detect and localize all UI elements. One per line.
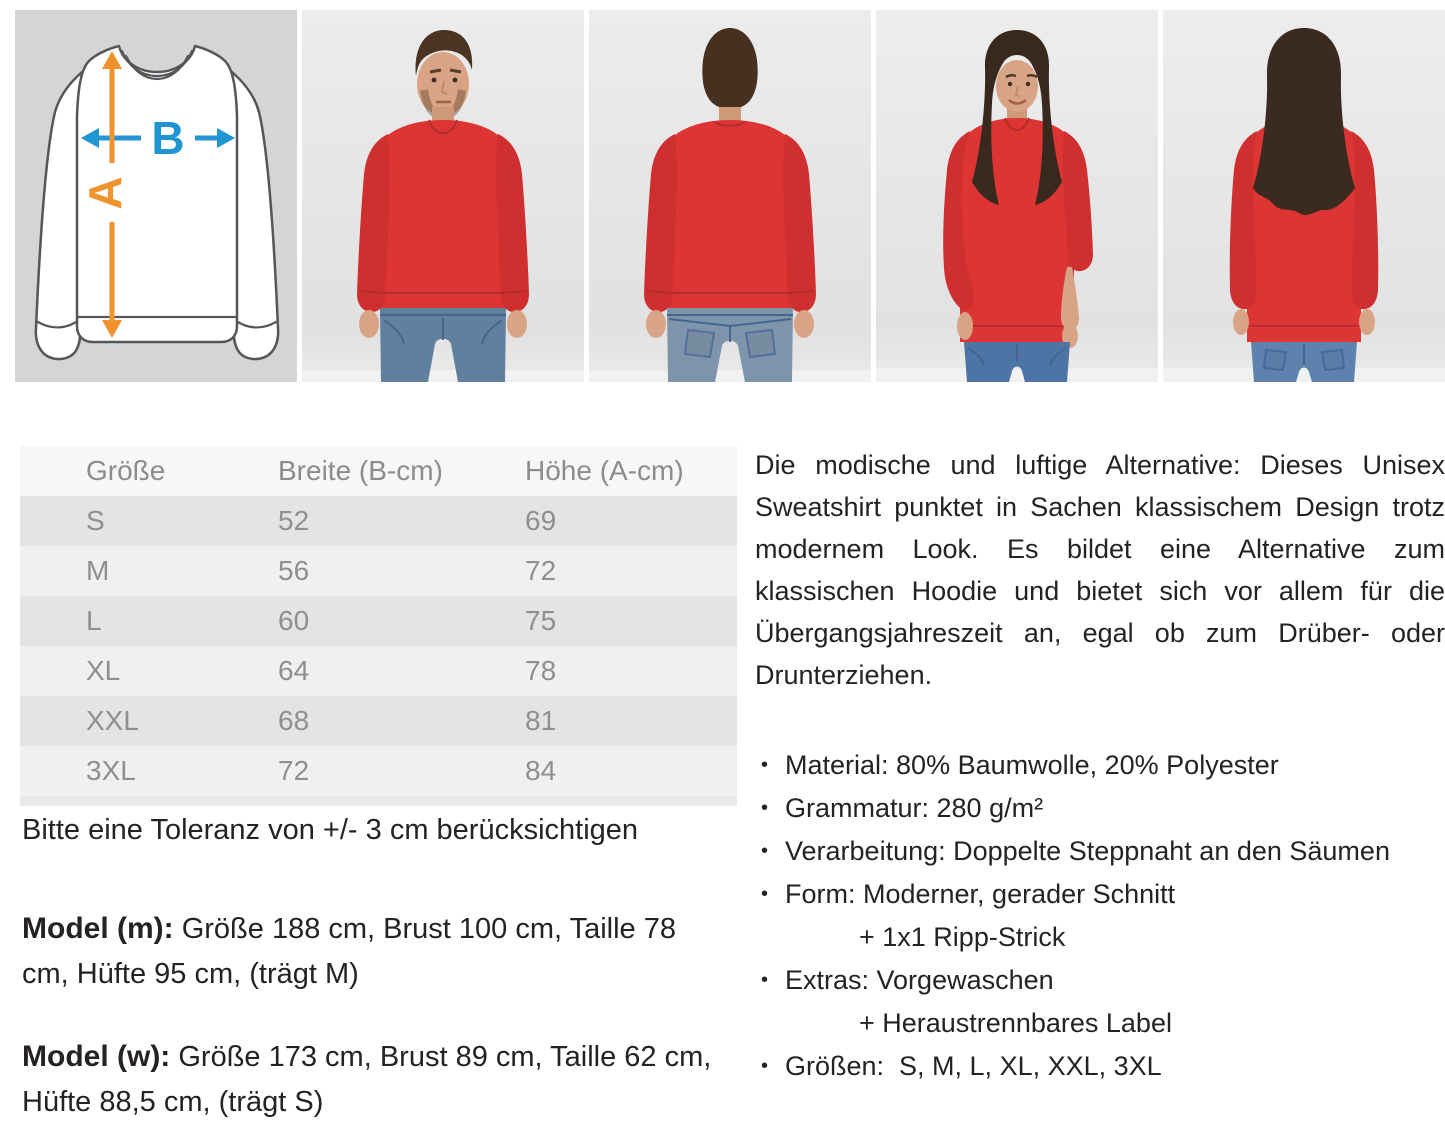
spec-item xyxy=(755,1045,1445,1088)
size-table-footer-strip xyxy=(20,796,737,806)
bullet-dot: • xyxy=(761,840,769,862)
table-cell: 56 xyxy=(278,555,310,586)
diagram-width-label: B xyxy=(151,112,185,164)
table-cell: 78 xyxy=(525,655,557,686)
spec-item xyxy=(755,873,1445,916)
spec-item xyxy=(755,744,1445,787)
table-cell: 72 xyxy=(525,555,557,586)
column-header: Größe xyxy=(20,446,278,496)
spec-item xyxy=(755,959,1445,1002)
spec-subline: + Heraustrennbares Label xyxy=(859,1008,1172,1038)
spec-item xyxy=(755,830,1445,873)
table-row xyxy=(20,596,737,646)
size-table-body xyxy=(20,496,737,796)
table-cell: 68 xyxy=(278,705,310,736)
table-cell: 75 xyxy=(525,605,557,636)
woman-front-sweatshirt xyxy=(960,118,1074,342)
model-female-label: Model (w): xyxy=(22,1040,171,1073)
table-row xyxy=(20,646,737,696)
table-cell: S xyxy=(86,505,105,536)
table-row xyxy=(20,746,737,796)
size-diagram xyxy=(15,10,297,382)
man-front-sweatshirt xyxy=(378,120,508,308)
model-female-info xyxy=(22,1034,726,1125)
bullet-dot: • xyxy=(761,969,769,991)
product-gallery xyxy=(15,10,1445,382)
model-male-text: Größe 188 cm, Brust 100 cm, Taille 78 cm, Hüfte 95 cm, (trägt M) xyxy=(22,913,676,990)
spec-text: Größen: S, M, L, XL, XXL, 3XL xyxy=(785,1051,1162,1081)
table-cell: XL xyxy=(86,655,121,686)
spec-text: Grammatur: 280 g/m² xyxy=(785,793,1044,823)
bullet-dot: • xyxy=(761,883,769,905)
table-cell: 52 xyxy=(278,505,310,536)
model-male-label: Model (m): xyxy=(22,912,174,945)
table-cell: L xyxy=(86,605,102,636)
woman-back-photo xyxy=(1163,10,1445,382)
product-description: Die modische und luftige Alternative: Dieses Unisex Sweatshirt punktet in Sachen klassischem Design trotz modernem Look. Es bildet eine Alternative zum klassischen Hoodie und bietet sich vor allem für die Übergangsjahreszeit an, egal ob zum Drüber- oder Drunterziehen. xyxy=(755,450,1445,690)
table-cell: M xyxy=(86,555,110,586)
photo-man-back xyxy=(589,10,871,382)
woman-front-photo xyxy=(876,10,1158,382)
column-header: Höhe (A-cm) xyxy=(525,446,737,496)
photo-woman-front xyxy=(876,10,1158,382)
tolerance-note: Bitte eine Toleranz von +/- 3 cm berücksichtigen xyxy=(22,814,639,846)
bullet-dot: • xyxy=(761,754,769,776)
table-cell: 3XL xyxy=(86,755,136,786)
man-back-photo xyxy=(589,10,871,382)
man-front-photo xyxy=(302,10,584,382)
spec-list xyxy=(755,744,1445,1088)
spec-text: Verarbeitung: Doppelte Steppnaht an den Säumen xyxy=(785,836,1390,866)
table-row xyxy=(20,546,737,596)
size-diagram-image xyxy=(15,10,297,382)
table-cell: 81 xyxy=(525,705,557,736)
photo-man-front xyxy=(302,10,584,382)
spec-subline: + 1x1 Ripp-Strick xyxy=(859,922,1066,952)
bullet-dot: • xyxy=(761,1055,769,1077)
bullet-dot: • xyxy=(761,797,769,819)
model-female-text: Größe 173 cm, Brust 89 cm, Taille 62 cm, Hüfte 88,5 cm, (trägt S) xyxy=(22,1041,712,1118)
table-cell: 84 xyxy=(525,755,557,786)
table-cell: 60 xyxy=(278,605,310,636)
column-header: Breite (B-cm) xyxy=(278,446,525,496)
spec-text: Material: 80% Baumwolle, 20% Polyester xyxy=(785,750,1279,780)
table-cell: 72 xyxy=(278,755,310,786)
man-back-sweatshirt xyxy=(665,120,795,308)
table-cell: 64 xyxy=(278,655,310,686)
table-cell: XXL xyxy=(86,705,139,736)
table-cell: 69 xyxy=(525,505,557,536)
spec-text: Extras: Vorgewaschen xyxy=(785,965,1054,995)
photo-woman-back xyxy=(1163,10,1445,382)
size-table-head-row xyxy=(20,446,737,496)
model-male-info xyxy=(22,906,726,997)
diagram-height-label: A xyxy=(79,176,131,210)
table-row xyxy=(20,496,737,546)
man-back-hair xyxy=(702,28,757,107)
table-row xyxy=(20,696,737,746)
spec-text: Form: Moderner, gerader Schnitt xyxy=(785,879,1176,909)
size-table xyxy=(20,446,737,796)
spec-item xyxy=(755,787,1445,830)
